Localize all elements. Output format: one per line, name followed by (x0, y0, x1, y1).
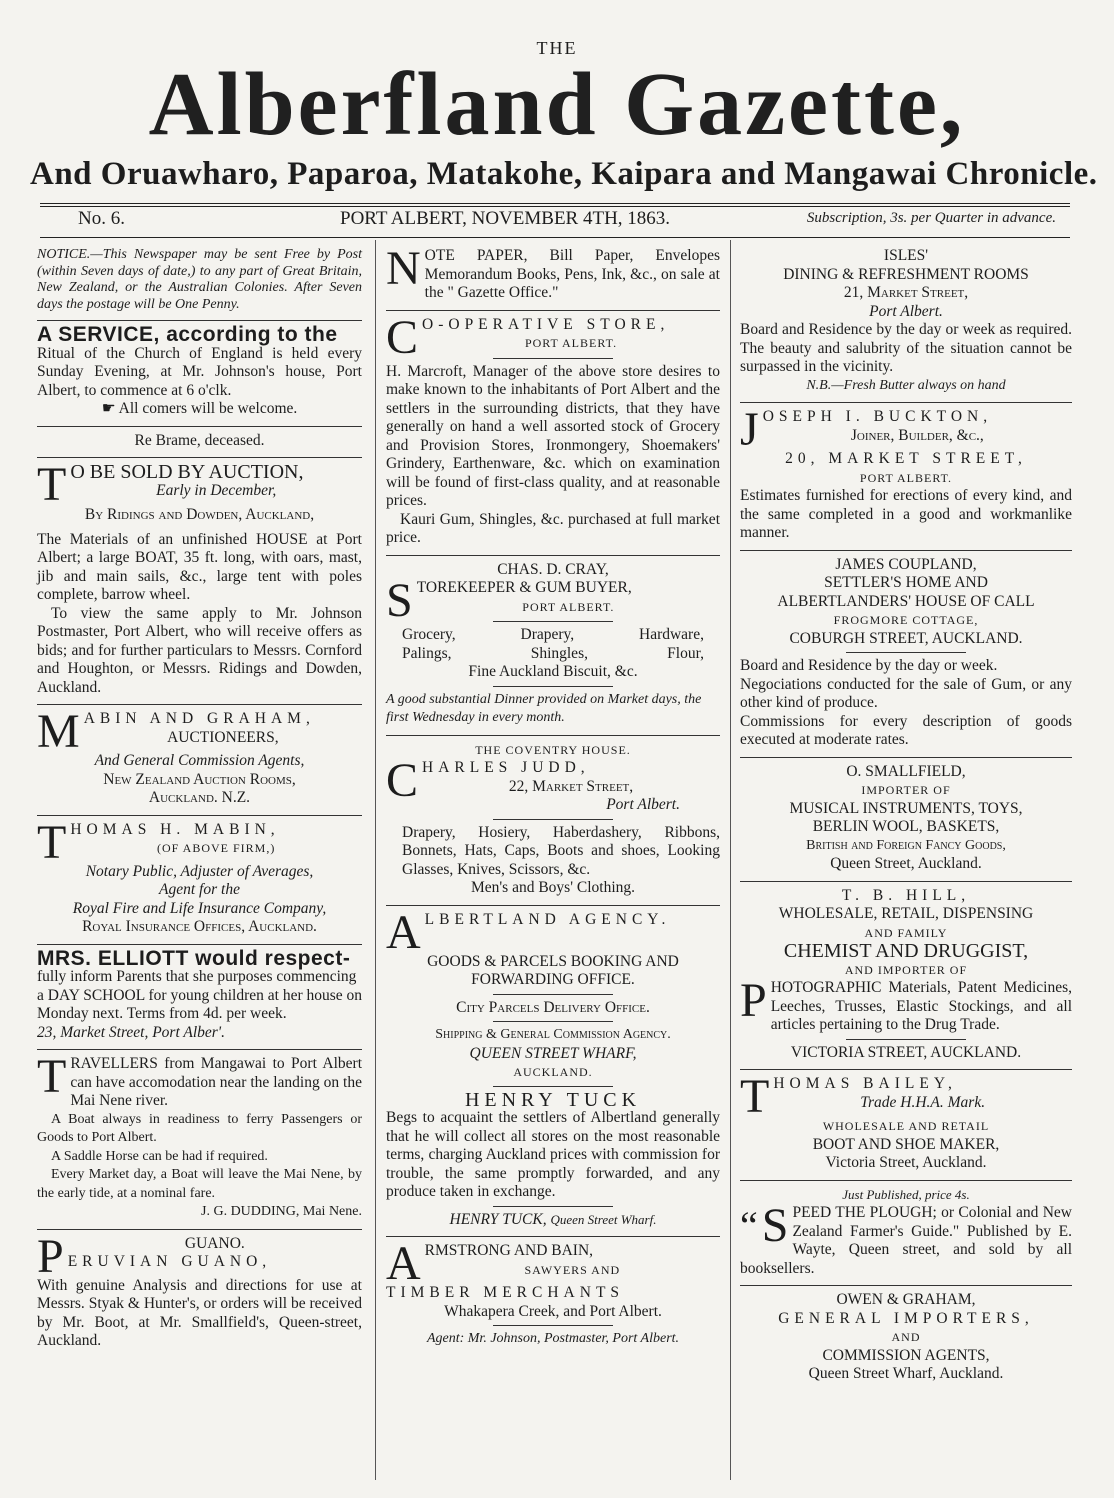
owen-name: OWEN & GRAHAM, (836, 1291, 976, 1308)
service-body: Ritual of the Church of England is held every Sunday Evening, at Mr. Johnson's house, Port Albert, to commence at 6 o'clk. (37, 344, 362, 399)
thomas-mabin-ad (37, 816, 362, 945)
hill-short-rule (846, 1039, 966, 1040)
coupland-home: SETTLER'S HOME AND (824, 574, 988, 591)
smallfield-goods: MUSICAL INSTRUMENTS, TOYS, (789, 799, 1023, 817)
judd-street: 22, Market Street, (508, 777, 634, 795)
tuck-name: HENRY TUCK (464, 1088, 642, 1111)
isles-street: 21, Market Street, (843, 284, 969, 301)
hill-street: VICTORIA STREET, AUCKLAND. (790, 1043, 1022, 1061)
auction-when: Early in December, (156, 481, 277, 499)
judd-ad (386, 736, 720, 906)
hill-name: T. B. HILL, (841, 886, 971, 904)
hill-drop-cap: P (740, 974, 767, 1027)
judd-goods: Drapery, Hosiery, Haberdashery, Ribbons, Bonnets, Hats, Caps, Boots and shoes, Looking Glasses, Knives, Scissors, &c. (402, 823, 720, 878)
masthead-title: Alberfland Gazette, (148, 55, 966, 154)
pointing-hand-icon: ☛ (101, 400, 116, 417)
column-2 (386, 242, 720, 1356)
cray-ad (386, 556, 720, 736)
cray-short-rule (493, 621, 613, 622)
thomas-roles: Notary Public, Adjuster of Averages, (85, 862, 314, 880)
hill-importer: AND IMPORTER OF (844, 962, 968, 977)
coop-store-ad (386, 311, 720, 556)
mabin-head: ABIN AND GRAHAM, (83, 710, 315, 727)
auction-body: The Materials of an unfinished HOUSE at Port Albert; a large BOAT, 35 ft. long, with oars, mast, jib and main sails, &c., large tent with poles complete, barrow wheel. (37, 530, 362, 603)
armstrong-drop-cap: A (386, 1237, 421, 1290)
bailey-retail: WHOLESALE AND RETAIL (822, 1119, 990, 1133)
plough-pub: Just Published, price 4s. (842, 1186, 970, 1202)
smallfield-fancy: British and Foreign Fancy Goods, (806, 837, 1006, 853)
hill-chemist: CHEMIST AND DRUGGIST, (783, 940, 1029, 962)
agency-shipping: Shipping & General Commission Agency. (435, 1027, 671, 1042)
smallfield-importer: IMPORTER OF (861, 783, 951, 797)
auction-drop-cap: T (37, 458, 67, 511)
column-divider-2 (730, 240, 731, 1480)
auction-view: To view the same apply to Mr. Johnson Postmaster, Port Albert, who will receive offers as bids; and for further particulars to Messrs. Cornford and Houghton, or Messrs. Ridings and Dowden, Auckland. (37, 604, 362, 696)
judd-drop-cap: C (386, 754, 419, 807)
agency-short-rule-3 (493, 1086, 613, 1087)
coop-drop-cap: C (386, 310, 419, 364)
judd-clothing: Men's and Boys' Clothing. (470, 879, 636, 896)
plough-drop-cap: S (761, 1199, 789, 1252)
coupland-short-rule (846, 652, 966, 653)
thomas-firm: (OF ABOVE FIRM,) (156, 841, 276, 855)
owen-agents: COMMISSION AGENTS, (822, 1346, 990, 1364)
brame-text: Re Brame, deceased. (134, 431, 265, 449)
isles-body: Board and Residence by the day or week as required. The beauty and salubrity of the situation cannot be surpassed in the vicinity. (740, 321, 1072, 375)
mabin-rooms: New Zealand Auction Rooms, (103, 770, 296, 788)
dateline-rule (40, 237, 1070, 238)
notice-ad (37, 242, 362, 321)
owen-place: Queen Street Wharf, Auckland. (808, 1365, 1004, 1382)
owen-graham-ad (740, 1286, 1072, 1391)
column-1 (37, 242, 362, 1358)
cray-good: Drapery, (520, 626, 575, 643)
thomas-drop-cap: T (37, 815, 67, 869)
coop-place: PORT ALBERT. (524, 336, 618, 350)
cray-good: Hardware, (639, 626, 704, 643)
guano-head: ERUVIAN GUANO, (67, 1253, 272, 1270)
armstrong-sawyers: SAWYERS AND (524, 1262, 621, 1277)
judd-short-rule (493, 819, 613, 820)
bailey-drop-cap: T (740, 1070, 770, 1123)
thomas-company: Royal Fire and Life Insurance Company, (72, 899, 327, 917)
agency-short-rule (493, 994, 613, 995)
coupland-ad (740, 551, 1072, 758)
service-head: A SERVICE, according to the (37, 323, 338, 346)
mabin-graham-ad (37, 705, 362, 816)
auction-by: By Ridings and Dowden, Auckland, (84, 506, 315, 523)
plough-quote: “ (740, 1203, 758, 1248)
smallfield-ad (740, 758, 1072, 882)
agency-city2: AUCKLAND. (513, 1065, 593, 1079)
cray-drop-cap: S (386, 574, 413, 627)
coop-body: H. Marcroft, Manager of the above store desires to make known to the inhabitants of Port Albert and the settlers in the surrounding districts, that they have generally on hand a well assorted stock of Grocery and Provision Stores, Ironmongery, Shoemakers' Grindery, Earthenware, &c. which on examination will be found of first-class quality, and at reasonable prices. (386, 362, 720, 509)
isles-ad (740, 242, 1072, 403)
service-welcome: All comers will be welcome. (118, 400, 298, 417)
coop-head: O-OPERATIVE STORE, (422, 315, 670, 333)
tuck-short-rule (493, 1206, 613, 1207)
thomas-agent: Agent for the (159, 881, 240, 898)
buckton-place: PORT ALBERT. (859, 470, 953, 485)
owen-importers: GENERAL IMPORTERS, (778, 1309, 1034, 1327)
bailey-head: HOMAS BAILEY, (773, 1075, 957, 1092)
elliott-address: 23, Market Street, Port Alber'. (37, 1023, 225, 1041)
armstrong-agent: Agent: Mr. Johnson, Postmaster, Port Albert. (426, 1331, 680, 1346)
judd-head: HARLES JUDD, (422, 759, 590, 776)
buckton-trade: Joiner, Builder, &c., (850, 426, 984, 444)
plough-head: PEED THE PLOUGH; or Colonial and New Zealand Farmer's Guide." Published by E. Wayte, Queen street, and sold by all booksellers. (740, 1204, 1072, 1277)
masthead-rule-top (40, 203, 1070, 204)
elliott-body: fully inform Parents that she purposes commencing a DAY SCHOOL for young children at her house on Monday next. Terms from 4d. per week. (37, 968, 363, 1022)
hill-family: AND FAMILY (864, 925, 948, 940)
masthead-the: THE (536, 38, 578, 58)
cray-good: Palings, (402, 644, 452, 662)
judd-house: THE COVENTRY HOUSE. (475, 742, 631, 757)
armstrong-timber: TIMBER MERCHANTS (386, 1284, 625, 1301)
agency-city: City Parcels Delivery Office. (456, 998, 650, 1016)
cray-head: TOREKEEPER & GUM BUYER, (416, 579, 632, 596)
cray-good: Grocery, (402, 626, 456, 643)
coupland-negot: Negociations conducted for the sale of Gum, or any other kind of produce. (740, 675, 1072, 711)
note-paper-ad (386, 242, 720, 311)
buckton-ad (740, 403, 1072, 551)
cray-goods-row-1 (386, 626, 720, 645)
coop-kauri: Kauri Gum, Shingles, &c. purchased at full market price. (386, 510, 720, 546)
travellers-drop-cap: T (37, 1050, 67, 1103)
tuck-sign: HENRY TUCK, (449, 1210, 547, 1228)
auction-ad (37, 458, 362, 705)
thomas-head: HOMAS H. MABIN, (70, 820, 280, 838)
guano-ad (37, 1230, 362, 1358)
bailey-maker: BOOT AND SHOE MAKER, (812, 1135, 1000, 1153)
smallfield-place: Queen Street, Auckland. (830, 855, 982, 872)
cray-good: Flour, (667, 644, 704, 662)
judd-place: Port Albert. (606, 796, 680, 813)
cray-goods-row-2 (386, 645, 720, 664)
masthead-subtitle: And Oruawharo, Paparoa, Matakohe, Kaipara and Mangawai Chronicle. (30, 156, 1098, 192)
mabin-city: Auckland. N.Z. (148, 789, 251, 806)
armstrong-bain-ad (386, 1237, 720, 1356)
cray-short-rule-2 (493, 686, 613, 687)
coupland-house: ALBERTLANDERS' HOUSE OF CALL (777, 592, 1035, 610)
travellers-head: RAVELLERS from Mangawai to Port Albert can have accomodation near the landing on the Mai Nene river. (70, 1055, 362, 1109)
hill-trade: WHOLESALE, RETAIL, DISPENSING (778, 905, 1034, 922)
bailey-place: Victoria Street, Auckland. (825, 1154, 987, 1171)
agency-short-rule-2 (493, 1021, 613, 1022)
armstrong-place: Whakapera Creek, and Port Albert. (444, 1302, 662, 1320)
note-drop-cap: N (386, 242, 421, 295)
place-date: PORT ALBERT, NOVEMBER 4TH, 1863. (340, 208, 671, 229)
agency-head: LBERTLAND AGENCY. (424, 910, 671, 928)
agency-wharf: QUEEN STREET WHARF, (469, 1044, 637, 1062)
elliott-ad (37, 945, 362, 1051)
mabin-agents: And General Commission Agents, (94, 752, 305, 769)
buckton-body: Estimates furnished for erections of every kind, and the same completed in a good and workmanlike manner. (740, 487, 1072, 541)
column-3 (740, 242, 1072, 1391)
albertland-agency-ad (386, 906, 720, 1238)
coop-short-rule (493, 358, 613, 359)
subscription: Subscription, 3s. per Quarter in advance. (806, 210, 1056, 226)
agency-goods: GOODS & PARCELS BOOKING AND FORWARDING OFFICE. (427, 952, 679, 988)
agency-drop-cap: A (386, 905, 421, 959)
isles-nb: N.B.—Fresh Butter always on hand (806, 377, 1006, 393)
brame-notice (37, 427, 362, 459)
buckton-street: 20, MARKET STREET, (785, 450, 1027, 467)
issue-number: No. 6. (78, 208, 125, 229)
hill-body: HOTOGRAPHIC Materials, Patent Medicines, Leeches, Trusses, Elastic Stockings, and all articles pertaining to the Drug Trade. (770, 979, 1072, 1033)
travellers-ad (37, 1050, 362, 1230)
masthead-rule-top-2 (40, 206, 1070, 207)
smallfield-wool: BERLIN WOOL, BASKETS, (812, 818, 1000, 835)
notice-text: NOTICE.—This Newspaper may be sent Free by Post (within Seven days of date,) to any part of Great Britain, New Zealand, or the Australian Colonies. After Seven days the postage will be One Penny. (37, 247, 362, 312)
tuck-sign-place: Queen Street Wharf. (550, 1211, 657, 1227)
isles-place: Port Albert. (869, 302, 943, 320)
buckton-drop-cap: J (740, 403, 759, 456)
isles-rooms: DINING & REFRESHMENT ROOMS (783, 265, 1029, 283)
travellers-sign: J. G. DUDDING, Mai Nene. (201, 1204, 362, 1219)
cray-place: PORT ALBERT. (522, 599, 615, 614)
coupland-comm: Commissions for every description of goods executed at moderate rates. (740, 712, 1072, 748)
hill-ad (740, 882, 1072, 1071)
mabin-sub: AUCTIONEERS, (167, 728, 279, 746)
travellers-boat: A Boat always in readiness to ferry Passengers or Goods to Port Albert. (37, 1111, 362, 1145)
service-ad (37, 321, 362, 427)
isles-head: ISLES' (883, 247, 929, 264)
thomas-offices: Royal Insurance Offices, Auckland. (82, 918, 317, 935)
armstrong-short-rule (493, 1325, 613, 1326)
cray-good: Shingles, (530, 644, 588, 662)
dateline (40, 208, 1070, 234)
travellers-market: Every Market day, a Boat will leave the Mai Nene, by the early tide, at a nominal fare. (37, 1167, 362, 1201)
mabin-drop-cap: M (37, 705, 80, 758)
guano-body: With genuine Analysis and directions for use at Messrs. Styak & Hunter's, or orders will be received by Mr. Boot, at Mr. Smallfield's, Queen-street, Auckland. (37, 1276, 362, 1349)
guano-title: GUANO. (184, 1234, 245, 1252)
guano-drop-cap: P (37, 1229, 64, 1283)
plough-ad (740, 1181, 1072, 1287)
coupland-name: JAMES COUPLAND, (835, 555, 977, 573)
bailey-trade: Trade H.H.A. Mark. (860, 1093, 986, 1111)
bailey-ad (740, 1070, 1072, 1181)
column-divider-1 (375, 240, 376, 1480)
buckton-head: OSEPH I. BUCKTON, (762, 408, 993, 425)
cray-biscuit: Fine Auckland Biscuit, &c. (468, 663, 638, 680)
coupland-board: Board and Residence by the day or week. (740, 657, 998, 674)
coupland-street: COBURGH STREET, AUCKLAND. (789, 629, 1023, 647)
cray-dinner: A good substantial Dinner provided on Market days, the first Wednesday in every month. (386, 691, 702, 725)
armstrong-head: RMSTRONG AND BAIN, (424, 1242, 594, 1259)
owen-and: AND (891, 1330, 921, 1344)
cray-name: CHAS. D. CRAY, (497, 560, 609, 578)
auction-head: O BE SOLD BY AUCTION, (70, 461, 304, 483)
note-body: OTE PAPER, Bill Paper, Envelopes Memorandum Books, Pens, Ink, &c., on sale at the " Gazette Office." (424, 247, 720, 301)
travellers-horse: A Saddle Horse can be had if required. (51, 1148, 268, 1164)
elliott-head: MRS. ELLIOTT would respect- (37, 946, 351, 970)
smallfield-name: O. SMALLFIELD, (846, 762, 966, 780)
tuck-body: Begs to acquaint the settlers of Albertland generally that he will collect all stores on the most reasonable terms, charging Auckland prices with commission for trouble, the same promptly forwarded, and any produce taken in exchange. (386, 1109, 720, 1200)
coupland-cottage: FROGMORE COTTAGE, (833, 613, 979, 627)
